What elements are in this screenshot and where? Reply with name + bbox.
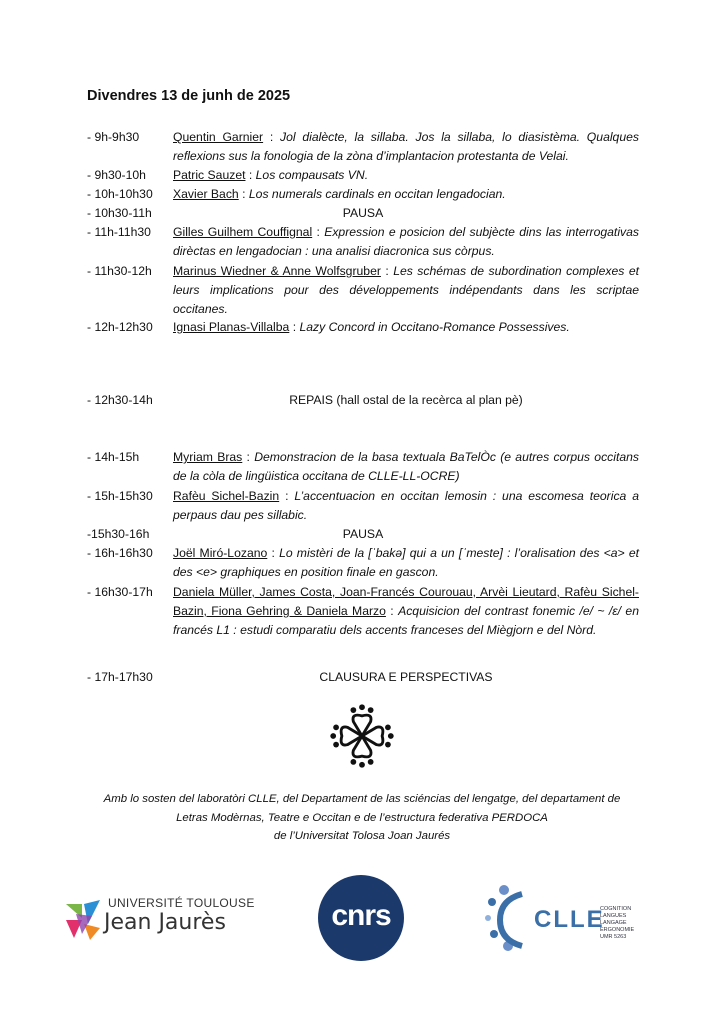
- schedule-time: - 9h-9h30: [87, 130, 140, 144]
- talk-title: Los compausats VN.: [255, 168, 369, 182]
- support-line: de l’Universitat Tolosa Joan Jaurés: [273, 830, 451, 842]
- talk-title: Les schémas de subordination complexes et leurs implications pour des développements indépendants dans les scriptae occitanes.: [173, 264, 639, 316]
- talk-entry: [173, 166, 639, 185]
- talk-title: Expression e posicion del subjècte dins las interrogativas dirèctas en lengadocian : una analisi diacronica sus còrpus.: [173, 225, 639, 258]
- cnrs-logo: [318, 875, 404, 961]
- schedule-time: - 12h30-14h: [87, 393, 153, 407]
- separator: :: [312, 225, 325, 239]
- schedule-label: REPAIS (hall ostal de la recèrca al plan pè): [289, 393, 523, 407]
- separator: :: [242, 450, 255, 464]
- schedule-time: -15h30-16h: [87, 527, 150, 541]
- separator: :: [279, 489, 295, 503]
- talk-entry: [173, 544, 639, 582]
- talk-entry: [173, 262, 639, 319]
- separator: :: [380, 264, 394, 278]
- talk-title: Los numerals cardinals en occitan lengadocian.: [248, 187, 506, 201]
- speaker-name: Myriam Bras: [173, 450, 243, 464]
- schedule-time: - 12h-12h30: [87, 320, 153, 334]
- talk-entry: [173, 448, 639, 486]
- ut-emblem-icon: [64, 894, 104, 944]
- schedule-time: - 10h30-11h: [87, 206, 152, 220]
- support-line: Letras Modèrnas, Teatre e Occitan e de l’estructura federativa PERDOCA: [176, 811, 548, 824]
- support-statement: [80, 790, 644, 846]
- talk-title: Jol dialècte, la sillaba. Jos la sillaba, lo diasistèma. Qualques reflexions sus la fonologia de la zòna d’implantacion protestanta de Velai.: [173, 130, 639, 163]
- talk-title: Lo mistèri de la [ˈbakə] qui a un [ˈmeste] : l’oralisation des <a> et des <e> graphiques en position finale en gascon.: [173, 546, 640, 579]
- ut-logo-line1: UNIVERSITÉ TOULOUSE: [108, 896, 255, 910]
- talk-entry: [173, 487, 639, 525]
- schedule-label: CLAUSURA E PERSPECTIVAS: [319, 670, 493, 684]
- talk-title: Acquisicion del contrast fonemic /e/ ~ /ɛ/ en francés L1 : estudi comparatiu dels accents franceses del Miègjorn e del Nòrd.: [173, 604, 639, 637]
- speaker-name: Marinus Wiedner & Anne Wolfsgruber: [173, 264, 381, 278]
- speaker-name: Daniela Müller, James Costa, Joan-Francés Courouau, Arvèi Lieutard, Rafèu Sichel-Bazin, Fiona Gehring & Daniela Marzo: [173, 585, 639, 618]
- support-line: Amb lo sosten del laboratòri CLLE, del Departament de las sciéncias del lengatge, del departament de: [103, 793, 621, 805]
- separator: :: [385, 604, 399, 618]
- universite-toulouse-logo: [64, 888, 254, 948]
- speaker-name: Rafèu Sichel-Bazin: [173, 489, 280, 503]
- talk-entry: [173, 223, 639, 261]
- clle-logo-text: CLLE: [534, 906, 605, 933]
- talk-title: Demonstracion de la basa textuala BaTelÒc (e autres corpus occitans de la còla de lingüistica occitana de CLLE-LL-OCRE): [173, 450, 639, 483]
- schedule-time: - 14h-15h: [87, 450, 140, 464]
- talk-entry: [173, 185, 639, 204]
- schedule-time: - 10h-10h30: [87, 187, 153, 201]
- talk-entry: [173, 583, 639, 640]
- clle-logo: [482, 880, 652, 960]
- talk-entry: [173, 128, 639, 166]
- separator: :: [289, 320, 300, 334]
- separator: :: [238, 187, 249, 201]
- schedule-time: - 16h-16h30: [87, 546, 153, 560]
- clle-emblem-icon: [482, 880, 542, 960]
- schedule-time: - 11h30-12h: [87, 264, 152, 278]
- schedule-time: - 9h30-10h: [87, 168, 146, 182]
- talk-title: L’accentuacion en occitan lemosin : una escomesa teorica a perpaus dau pes sillabic.: [173, 489, 639, 522]
- ut-logo-line2: Jean Jaurès: [104, 910, 226, 935]
- speaker-name: Xavier Bach: [173, 187, 239, 201]
- speaker-name: Quentin Garnier: [173, 130, 264, 144]
- schedule-label: PAUSA: [342, 527, 384, 541]
- speaker-name: Joël Miró-Lozano: [173, 546, 268, 560]
- occitan-cross-icon: [326, 700, 398, 772]
- talk-title: Lazy Concord in Occitano-Romance Possessives.: [299, 320, 570, 334]
- speaker-name: Gilles Guilhem Couffignal: [173, 225, 313, 239]
- speaker-name: Patric Sauzet: [173, 168, 246, 182]
- clle-logo-subtitle: COGNITION LANGUES LANGAGE ERGONOMIE UMR 5263: [600, 906, 635, 940]
- separator: :: [263, 130, 281, 144]
- cnrs-logo-text: cnrs: [331, 899, 391, 932]
- page-title: Divendres 13 de junh de 2025: [87, 88, 291, 104]
- schedule-time: - 11h-11h30: [87, 225, 151, 239]
- schedule-label: PAUSA: [342, 206, 384, 220]
- schedule-time: - 16h30-17h: [87, 585, 153, 599]
- talk-entry: [173, 318, 639, 337]
- schedule-time: - 15h-15h30: [87, 489, 153, 503]
- separator: :: [245, 168, 256, 182]
- speaker-name: Ignasi Planas-Villalba: [173, 320, 290, 334]
- schedule-time: - 17h-17h30: [87, 670, 153, 684]
- separator: :: [267, 546, 280, 560]
